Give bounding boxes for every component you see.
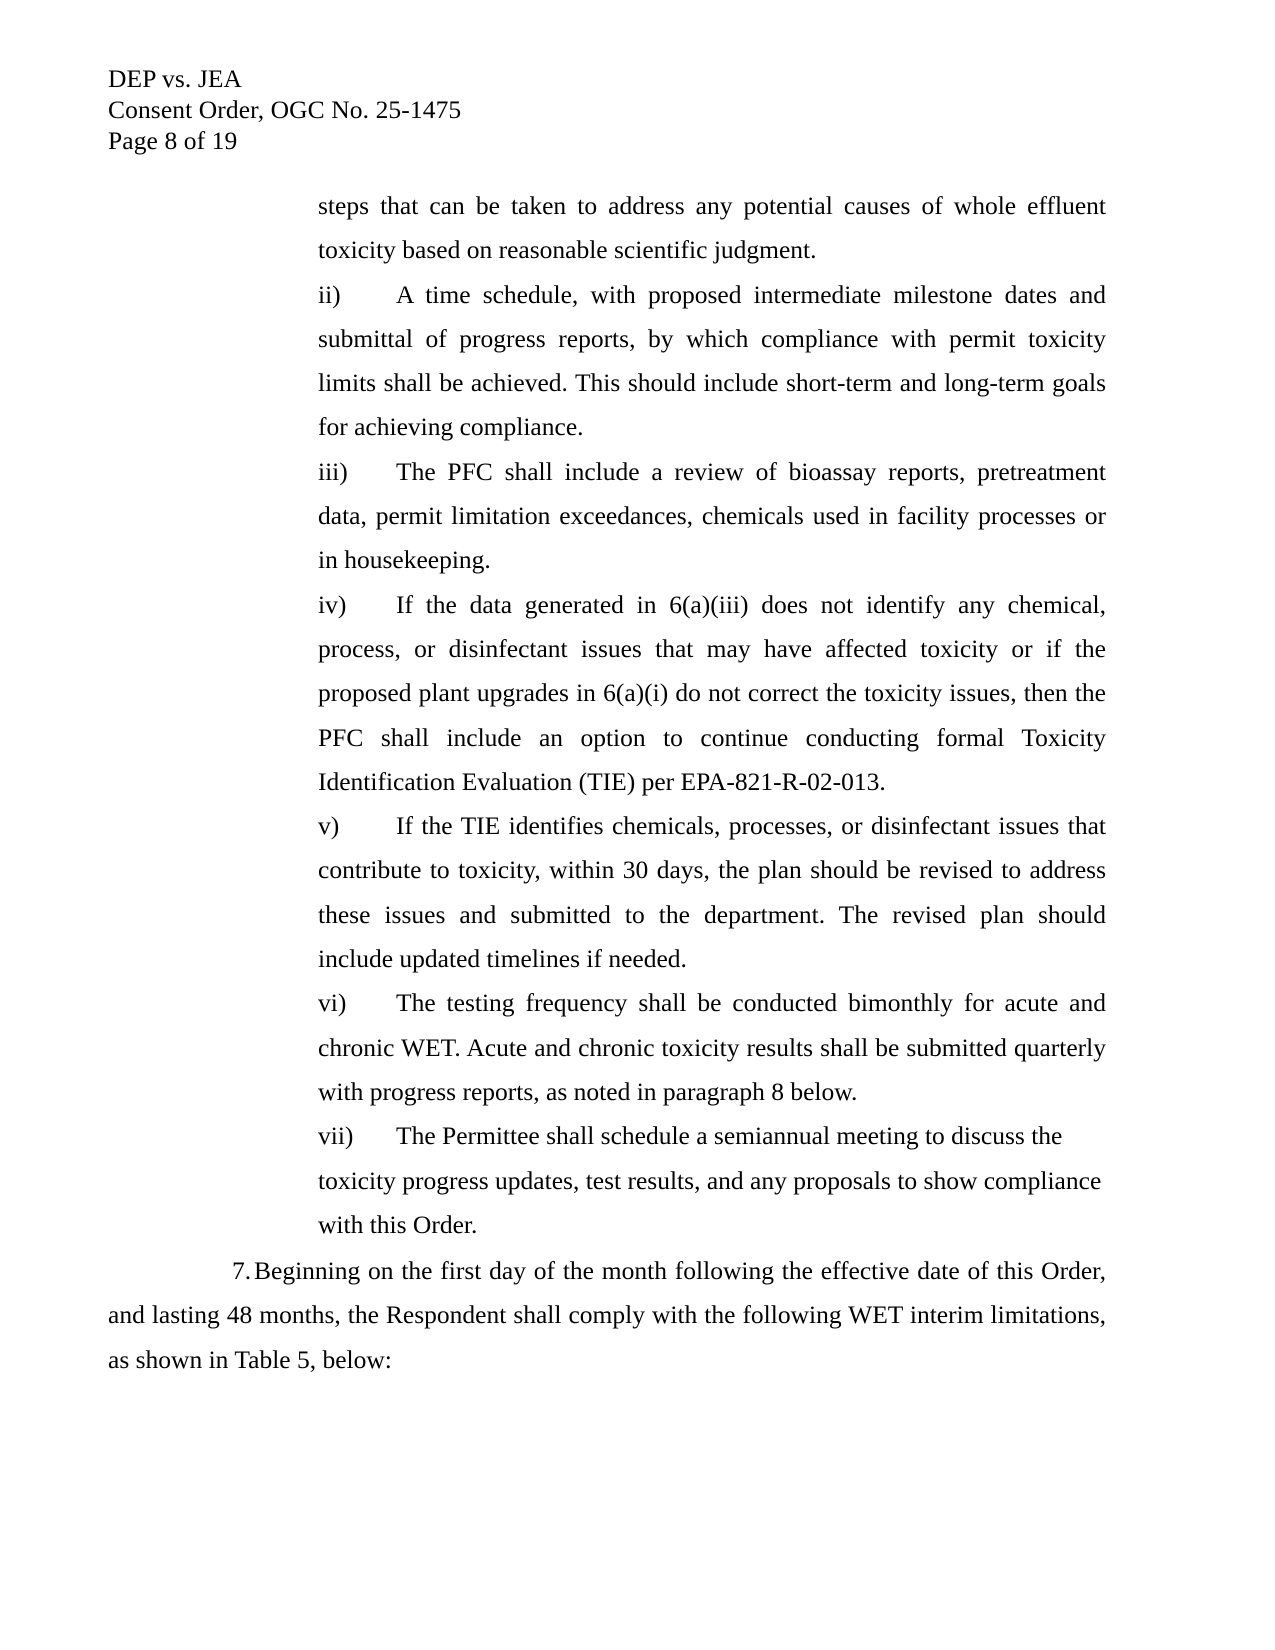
list-marker-ii: ii) bbox=[318, 279, 341, 309]
list-marker-v: v) bbox=[318, 811, 340, 841]
paragraph-7-number: 7. bbox=[232, 1256, 252, 1285]
list-item-vii bbox=[318, 1114, 1106, 1247]
list-marker-vi: vi) bbox=[318, 988, 347, 1018]
paragraph-continuation: steps that can be taken to address any potential causes of whole effluent toxicity based on reasonable scientific judgment. bbox=[318, 191, 1106, 265]
list-item-iii bbox=[318, 450, 1106, 583]
list-text-vi: The testing frequency shall be conducted bimonthly for acute and chronic WET. Acute and chronic toxicity results shall be submitted quarterly with progress reports, as noted in paragraph 8 below. bbox=[318, 988, 1106, 1106]
list-item-vi bbox=[318, 981, 1106, 1114]
list-item-iv bbox=[318, 583, 1106, 804]
header-order-number: Consent Order, OGC No. 25-1475 bbox=[108, 95, 462, 124]
list-text-vii: The Permittee shall schedule a semiannual meeting to discuss the toxicity progress updates, test results, and any proposals to show compliance with this Order. bbox=[318, 1121, 1102, 1239]
list-item-v bbox=[318, 804, 1106, 981]
list-text-v: If the TIE identifies chemicals, processes, or disinfectant issues that contribute to toxicity, within 30 days, the plan should be revised to address these issues and submitted to the department. The revised plan should include updated timelines if needed. bbox=[318, 811, 1106, 974]
list-text-iv: If the data generated in 6(a)(iii) does not identify any chemical, process, or disinfectant issues that may have affected toxicity or if the proposed plant upgrades in 6(a)(i) do not correct the toxicity issues, then the PFC shall include an option to continue conducting formal Toxicity Identification Evaluation (TIE) per EPA-821-R-02-013. bbox=[318, 589, 1106, 796]
list-marker-iv: iv) bbox=[318, 589, 347, 619]
paragraph-7 bbox=[108, 1249, 1106, 1382]
paragraph-7-block bbox=[108, 1249, 1106, 1382]
document-body bbox=[318, 184, 1106, 1247]
list-marker-vii: vii) bbox=[318, 1121, 354, 1151]
header-case-title: DEP vs. JEA bbox=[108, 64, 243, 93]
list-text-ii: A time schedule, with proposed intermediate milestone dates and submittal of progress reports, by which compliance with permit toxicity limits shall be achieved. This should include short-term and long-term goals for achieving compliance. bbox=[318, 279, 1106, 442]
paragraph-7-text: Beginning on the first day of the month following the effective date of this Order, and lasting 48 months, the Respondent shall comply with the following WET interim limitations, as shown in Table 5, below: bbox=[108, 1256, 1106, 1374]
list-item-ii bbox=[318, 273, 1106, 450]
page-header bbox=[108, 63, 808, 156]
list-text-iii: The PFC shall include a review of bioassay reports, pretreatment data, permit limitation exceedances, chemicals used in facility processes or in housekeeping. bbox=[318, 456, 1106, 575]
list-marker-iii: iii) bbox=[318, 456, 348, 486]
header-page-number: Page 8 of 19 bbox=[108, 126, 238, 155]
